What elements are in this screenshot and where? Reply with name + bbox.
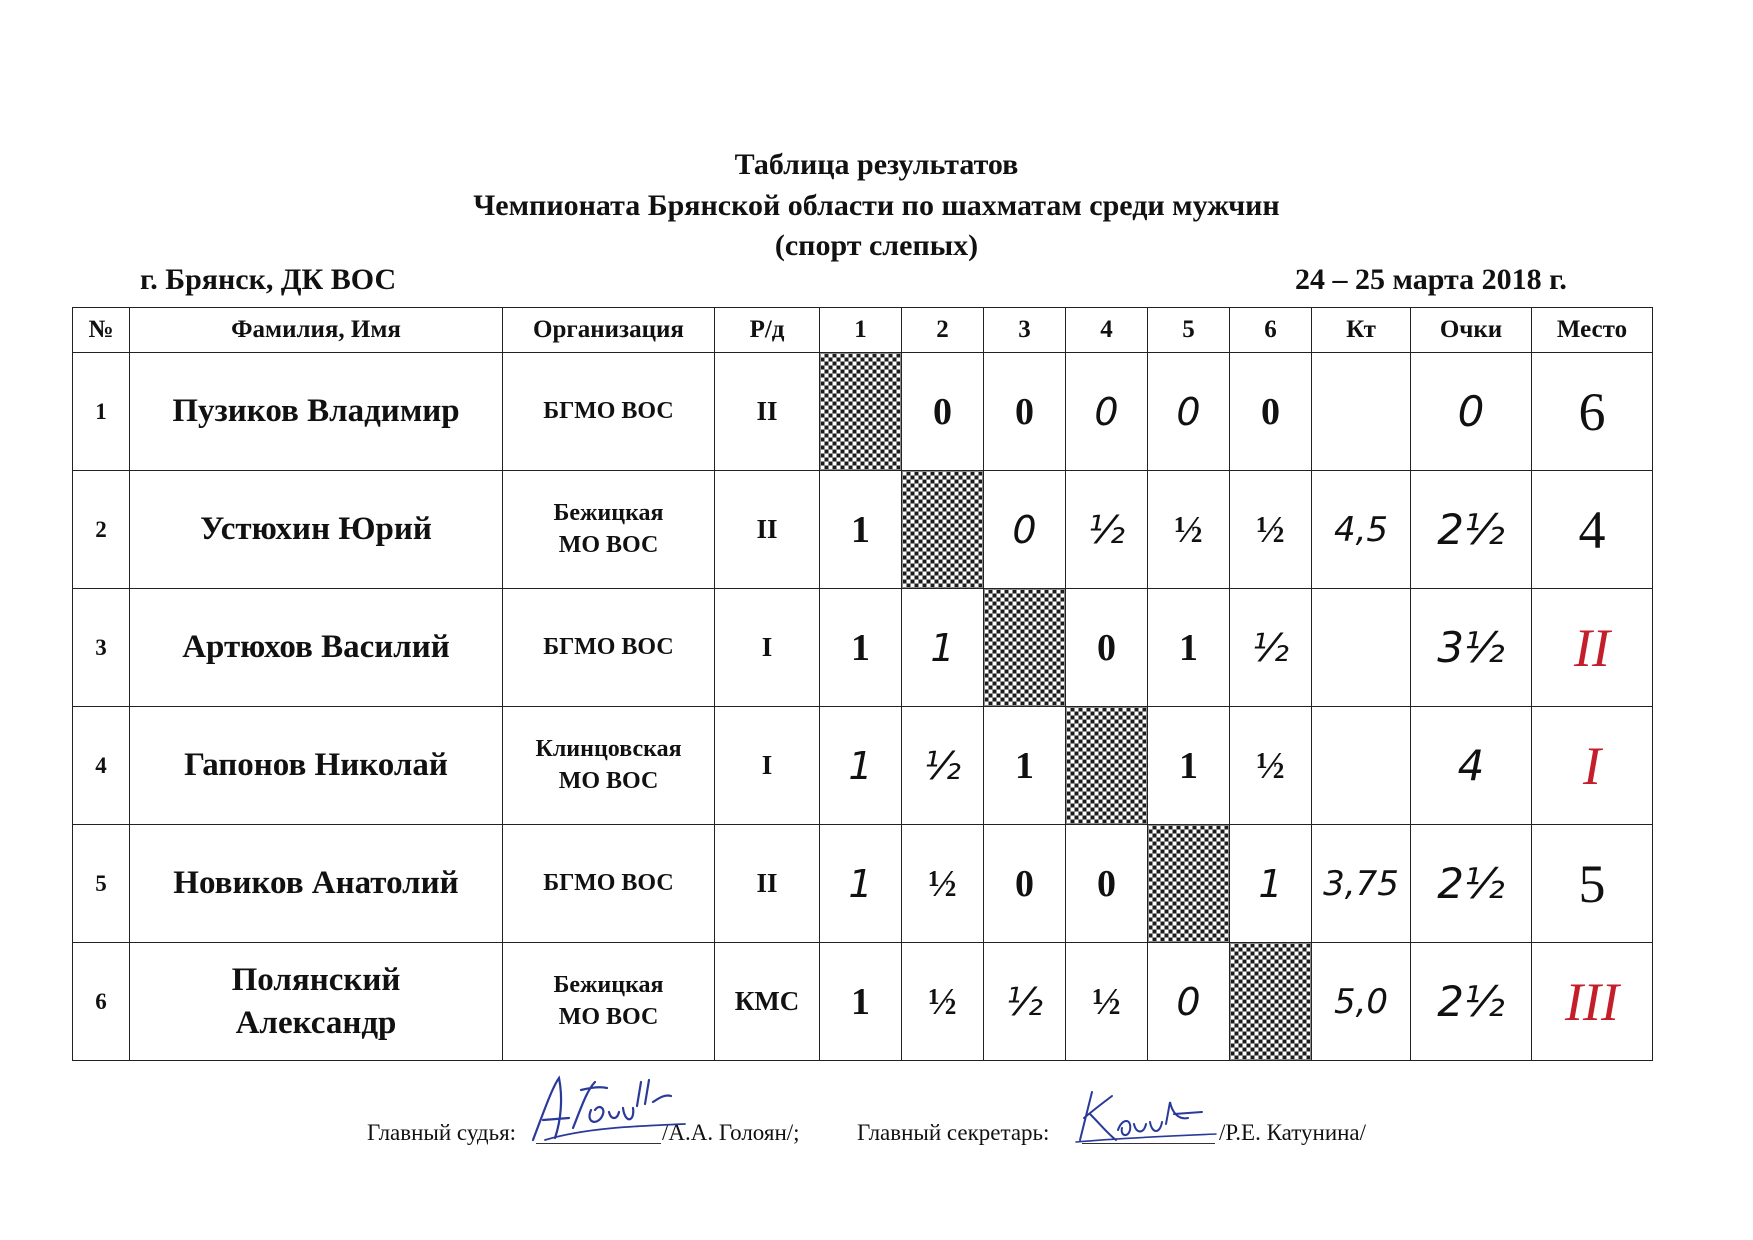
points-cell: 2½ — [1411, 471, 1532, 589]
player-name-line: Александр — [235, 1004, 397, 1041]
chief-secretary-label: Главный секретарь: — [857, 1120, 1050, 1145]
score-cell: 0 — [1066, 589, 1148, 707]
player-name — [130, 943, 503, 1061]
player-name — [130, 471, 503, 589]
score-cell: 0 — [984, 825, 1066, 943]
score-cell: ½ — [1230, 589, 1312, 707]
place-cell: II — [1532, 589, 1653, 707]
chief-judge-label: Главный судья: — [367, 1120, 517, 1145]
score-cell: 0 — [1148, 943, 1230, 1061]
event-dates: 24 – 25 марта 2018 г. — [1295, 263, 1567, 296]
kt-cell: 5,0 — [1312, 943, 1411, 1061]
score-cell: 0 — [1066, 353, 1148, 471]
chief-secretary-name: /Р.Е. Катунина/ — [1219, 1120, 1367, 1145]
score-cell: ½ — [1066, 943, 1148, 1061]
player-number: 3 — [73, 589, 130, 707]
player-category: I — [715, 707, 820, 825]
score-cell: 0 — [902, 353, 984, 471]
score-cell: 0 — [1066, 825, 1148, 943]
organization-line: МО ВОС — [558, 1003, 659, 1030]
points-cell: 4 — [1411, 707, 1532, 825]
score-cell: ½ — [1066, 471, 1148, 589]
score-cell: ½ — [1230, 471, 1312, 589]
score-cell: 0 — [1230, 353, 1312, 471]
score-cell: ½ — [984, 943, 1066, 1061]
score-cell: 1 — [820, 589, 902, 707]
place-cell: 4 — [1532, 471, 1653, 589]
organization-line: МО ВОС — [558, 531, 659, 558]
diagonal-cell — [1230, 943, 1312, 1061]
kt-cell: 4,5 — [1312, 471, 1411, 589]
event-location: г. Брянск, ДК ВОС — [140, 263, 397, 296]
kt-cell — [1312, 589, 1411, 707]
place-cell: 6 — [1532, 353, 1653, 471]
player-organization — [503, 825, 715, 943]
score-cell: 1 — [820, 825, 902, 943]
place-cell: III — [1532, 943, 1653, 1061]
header-row — [73, 308, 1653, 353]
player-organization — [503, 471, 715, 589]
organization-line: Клинцовская — [535, 736, 682, 763]
player-name — [130, 589, 503, 707]
column-header-place: Место — [1532, 308, 1653, 353]
player-organization — [503, 589, 715, 707]
diagonal-cell — [984, 589, 1066, 707]
column-header-kt: Кт — [1312, 308, 1411, 353]
player-name-line: Артюхов Василий — [182, 629, 450, 666]
score-cell: ½ — [1148, 471, 1230, 589]
column-header-organization: Организация — [503, 308, 715, 353]
player-name-line: Новиков Анатолий — [173, 865, 459, 902]
player-name-line: Устюхин Юрий — [200, 511, 432, 548]
player-name — [130, 825, 503, 943]
diagonal-cell — [902, 471, 984, 589]
score-cell: 0 — [1148, 353, 1230, 471]
score-cell: ½ — [902, 943, 984, 1061]
score-cell: 1 — [820, 707, 902, 825]
organization-line: МО ВОС — [558, 767, 659, 794]
place-cell: I — [1532, 707, 1653, 825]
document-title: Таблица результатов — [734, 148, 1019, 181]
player-organization — [503, 353, 715, 471]
points-cell: 0 — [1411, 353, 1532, 471]
kt-cell: 3,75 — [1312, 825, 1411, 943]
player-name-line: Полянский — [231, 961, 401, 998]
organization-line: Бежицкая — [553, 972, 664, 999]
column-header-category: Р/д — [715, 308, 820, 353]
diagonal-cell — [1148, 825, 1230, 943]
player-number: 6 — [73, 943, 130, 1061]
chief-judge-name: /А.А. Голоян/; — [662, 1120, 800, 1145]
results-table — [72, 307, 1653, 1061]
score-cell: ½ — [902, 707, 984, 825]
player-name-line: Гапонов Николай — [184, 747, 448, 784]
table-row — [73, 353, 1653, 471]
score-cell: 1 — [902, 589, 984, 707]
score-cell: ½ — [1230, 707, 1312, 825]
table-row — [73, 707, 1653, 825]
points-cell: 2½ — [1411, 943, 1532, 1061]
player-name — [130, 353, 503, 471]
points-cell: 3½ — [1411, 589, 1532, 707]
diagonal-cell — [1066, 707, 1148, 825]
player-category: II — [715, 825, 820, 943]
kt-cell — [1312, 353, 1411, 471]
column-header-round: 6 — [1230, 308, 1312, 353]
column-header-round: 1 — [820, 308, 902, 353]
column-header-points: Очки — [1411, 308, 1532, 353]
place-cell: 5 — [1532, 825, 1653, 943]
document-subtitle-category: (спорт слепых) — [774, 229, 979, 262]
organization-line: Бежицкая — [553, 500, 664, 527]
player-number: 4 — [73, 707, 130, 825]
score-cell: 1 — [820, 471, 902, 589]
organization-line: БГМО ВОС — [543, 869, 674, 896]
score-cell: 1 — [1230, 825, 1312, 943]
column-header-round: 3 — [984, 308, 1066, 353]
player-category: II — [715, 471, 820, 589]
score-cell: 0 — [984, 471, 1066, 589]
score-cell: 1 — [1148, 707, 1230, 825]
player-organization — [503, 943, 715, 1061]
player-category: КМС — [715, 943, 820, 1061]
player-category: II — [715, 353, 820, 471]
column-header-round: 5 — [1148, 308, 1230, 353]
points-cell: 2½ — [1411, 825, 1532, 943]
table-row — [73, 471, 1653, 589]
table-row — [73, 825, 1653, 943]
player-number: 2 — [73, 471, 130, 589]
column-header-num: № — [73, 308, 130, 353]
table-row — [73, 943, 1653, 1061]
chief-secretary-signature — [1070, 1084, 1220, 1151]
table-row — [73, 589, 1653, 707]
score-cell: 1 — [984, 707, 1066, 825]
diagonal-cell — [820, 353, 902, 471]
player-name-line: Пузиков Владимир — [172, 393, 460, 430]
score-cell: 0 — [984, 353, 1066, 471]
document-subtitle: Чемпионата Брянской области по шахматам среди мужчин — [473, 189, 1280, 222]
player-organization — [503, 707, 715, 825]
player-category: I — [715, 589, 820, 707]
score-cell: 1 — [820, 943, 902, 1061]
column-header-round: 2 — [902, 308, 984, 353]
column-header-round: 4 — [1066, 308, 1148, 353]
chief-judge-signature — [525, 1068, 695, 1153]
player-number: 1 — [73, 353, 130, 471]
organization-line: БГМО ВОС — [543, 397, 674, 424]
score-cell: 1 — [1148, 589, 1230, 707]
score-cell: ½ — [902, 825, 984, 943]
player-name — [130, 707, 503, 825]
player-number: 5 — [73, 825, 130, 943]
kt-cell — [1312, 707, 1411, 825]
organization-line: БГМО ВОС — [543, 633, 674, 660]
column-header-name: Фамилия, Имя — [130, 308, 503, 353]
